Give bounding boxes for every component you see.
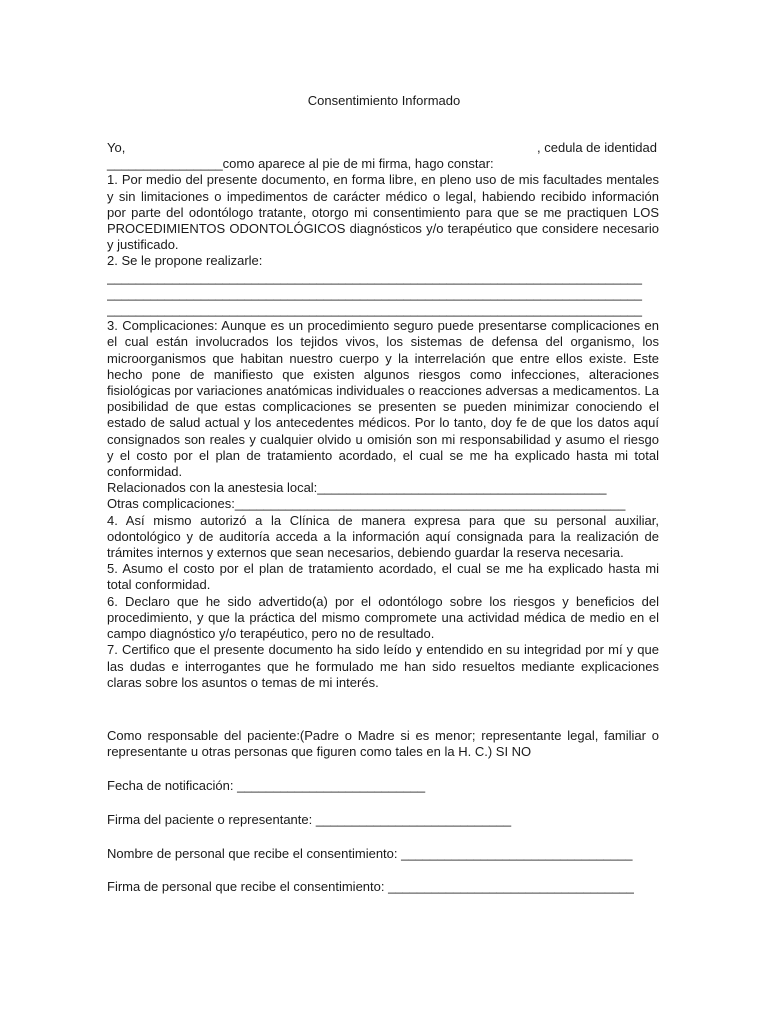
clause-6: 6. Declaro que he sido advertido(a) por el odontólogo sobre los riesgos y beneficios del procedimiento, y que la práctica del mismo compromete una actividad médica de medio en el campo diagnóstico y/o terapéutico, pero no de resultado. — [107, 593, 659, 642]
yo-label: Yo, — [107, 140, 126, 155]
clause-3: 3. Complicaciones: Aunque es un procedimiento seguro puede presentarse complicaciones en el cual están involucrados los tejidos vivos, los sistemas de defensa del organismo, los microorganismos que habitan nuestro cuerpo y la interrelación que entre ellos existe. Este hecho pone de manifiesto que existen algunos riesgos como infecciones, alteraciones fisiológicas por variaciones anatómicas individuales o reacciones adversas a medicamentos. La posibilidad de que estas complicaciones se presenten se pueden minimizar conociendo el estado de salud actual y los antecedentes médicos. Por lo tanto, doy fe de que los datos aquí consignados son reales y cualquier olvido u omisión son mi responsabilidad y asumo el riesgo y el costo por el plan de tratamiento acordado, el cual se me ha explicado hasta mi total conformidad. — [107, 318, 659, 480]
procedure-blank-line-2: __________________________________________________________________________ — [107, 285, 643, 301]
identity-line — [107, 140, 659, 156]
firma-paciente-field: Firma del paciente o representante: ___________________________ — [107, 812, 512, 827]
firma-personal-field: Firma de personal que recibe el consentimiento: __________________________________ — [107, 879, 634, 894]
fecha-notificacion-field: Fecha de notificación: __________________________ — [107, 778, 426, 793]
clause-7: 7. Certifico que el presente documento ha sido leído y entendido en su integridad por mí y que las dudas e interrogantes que he formulado me han sido resueltos mediante explicaciones claras sobre los asuntos o temas de mi interés. — [107, 642, 659, 690]
clause-2: 2. Se le propone realizarle: — [107, 253, 263, 269]
signature-section — [107, 728, 659, 894]
responsable-note: Como responsable del paciente:(Padre o Madre si es menor; representante legal, familiar o representante u otras personas que figuren como tales en la H. C.) SI NO — [107, 728, 659, 760]
clause-1: 1. Por medio del presente documento, en forma libre, en pleno uso de mis facultades mentales y sin limitaciones o impedimentos de carácter médico o legal, habiendo recibido información por parte del odontólogo tratante, otorgo mi consentimiento para que se me practiquen LOS PROCEDIMIENTOS ODONTOLÓGICOS diagnósticos y/o terapéutico que considere necesario y justificado. — [107, 172, 659, 253]
cedula-label: , cedula de identidad — [537, 140, 657, 155]
otras-complicaciones-line: Otras complicaciones:______________________________________________________ — [107, 496, 626, 512]
anestesia-line: Relacionados con la anestesia local:________________________________________ — [107, 480, 607, 496]
firma-note: ________________como aparece al pie de mi firma, hago constar: — [107, 156, 494, 172]
consent-body — [107, 140, 659, 691]
procedure-blank-line-3: __________________________________________________________________________ — [107, 302, 643, 318]
procedure-blank-line-1: __________________________________________________________________________ — [107, 269, 643, 285]
document-title: Consentimiento Informado — [307, 93, 461, 108]
nombre-personal-field: Nombre de personal que recibe el consentimiento: ________________________________ — [107, 846, 633, 861]
clause-4: 4. Así mismo autorizó a la Clínica de manera expresa para que su personal auxiliar, odontológico y de auditoría acceda a la información aquí consignada para la realización de trámites internos y externos que sean necesarios, debiendo guardar la reserva necesaria. — [107, 512, 659, 561]
clause-5: 5. Asumo el costo por el plan de tratamiento acordado, el cual se me ha explicado hasta mi total conformidad. — [107, 561, 659, 593]
